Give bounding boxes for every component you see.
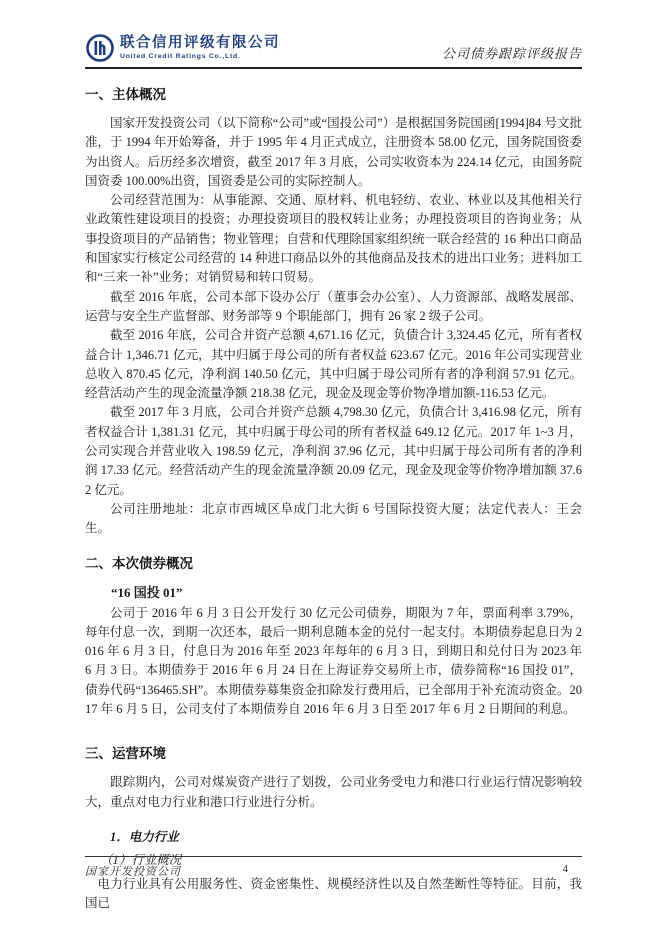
page-number: 4 <box>562 863 568 875</box>
report-type-title: 公司债券跟踪评级报告 <box>441 46 582 61</box>
paragraph-business-scope: 公司经营范围为：从事能源、交通、原材料、机电轻纺、农业、林业以及其他相关行业政策性建设项目的投资；办理投资项目的股权转让业务；办理投资项目的咨询业务；从事投资项目的产品销售；物业管理；自营和代理除国家组织统一联合经营的 16 种出口商品和国家实行核定公司经营的 14 种进口商品以外的其他商品及技术的进出口业务；进料加工和“三来一补”业务；对销贸易和转口贸易。 <box>85 193 582 285</box>
paragraph-financials-2017q1: 截至 2017 年 3 月底，公司合并资产总额 4,798.30 亿元，负债合计 3,416.98 亿元，所有者权益合计 1,381.31 亿元，其中归属于母公司的所有者权益 649.12 亿元。2017 年 1~3 月，公司实现合并营业收入 198.59 亿元，净利润 37.96 亿元，其中归属于母公司所有者的净利润 17.33 亿元。经营活动产生的现金流量净额 20.09 亿元，现金及现金等价物净增加额 37.62 亿元。 <box>85 405 582 497</box>
footer-company-name: 国家开发投资公司 <box>85 866 181 878</box>
ucr-logo-icon <box>85 33 115 63</box>
paragraph-financials-2016: 截至 2016 年底，公司合并资产总额 4,671.16 亿元，负债合计 3,324.45 亿元，所有者权益合计 1,346.71 亿元，其中归属于母公司的所有者权益 623.67 亿元。2016 年公司实现营业总收入 870.45 亿元，净利润 140.50 亿元，其中归属于母公司所有者的净利润 57.91 亿元。经营活动产生的现金流量净额 218.38 亿元，现金及现金等价物净增加额-116.53 亿元。 <box>85 328 582 401</box>
page-footer <box>85 856 582 879</box>
logo-company-name-cn: 联合信用评级有限公司 <box>120 34 280 51</box>
section-heading-1: 一、主体概况 <box>85 87 166 102</box>
paragraph-environment-intro: 跟踪期内，公司对煤炭资产进行了划拨，公司业务受电力和港口行业运行情况影响较大，重点对电力行业和港口行业进行分析。 <box>85 775 582 809</box>
section-heading-2: 二、本次债券概况 <box>85 555 193 571</box>
company-logo <box>85 33 280 63</box>
list-item-power-industry: 1．电力行业 <box>110 829 179 844</box>
paragraph-registered-address: 公司注册地址：北京市西城区阜成门北大街 6 号国际投资大厦；法定代表人：王会生。 <box>85 501 582 536</box>
paragraph-org-structure: 截至 2016 年底，公司本部下设办公厅（董事会办公室）、人力资源部、战略发展部、运营与安全生产监督部、财务部等 9 个职能部门，拥有 26 家 2 级子公司。 <box>85 289 582 323</box>
logo-company-name-en: United Credit Ratings Co.,Ltd. <box>120 53 241 61</box>
paragraph-power-industry-text: 电力行业具有公用服务性、资金密集性、规模经济性以及自然垄断性等特征。目前，我国已 <box>85 876 582 910</box>
bond-name-subheading: “16 国投 01” <box>111 584 183 600</box>
paragraph-bond-details: 公司于 2016 年 6 月 3 日公开发行 30 亿元公司债券，期限为 7 年，票面利率 3.79%，每年付息一次，到期一次还本，最后一期利息随本金的兑付一起支付。本期债券起息日为 2016 年 6 月 3 日，付息日为 2016 年至 2023 年每年的 6 月 3 日，到期日和兑付日为 2023 年 6 月 3 日。本期债券于 2016 年 6 月 24 日在上海证券交易所上市，债券简称“16 国投 01”，债券代码“136465.SH”。本期债券募集资金扣除发行费用后，已全部用于补充流动资金。2017 年 6 月 5 日，公司支付了本期债券自 2016 年 6 月 3 日至 2017 年 6 月 2 日期间的利息。 <box>85 605 582 717</box>
section-heading-3: 三、运营环境 <box>85 746 166 762</box>
list-subitem-industry-overview: （1）行业概况 <box>100 853 182 868</box>
page-header <box>85 33 582 69</box>
paragraph-company-establishment: 国家开发投资公司（以下简称“公司”或“国投公司”）是根据国务院国函[1994]84 号文批准，于 1994 年开始筹备，并于 1995 年 4 月正式成立，注册资本 58.00 亿元，国务院国资委为出资人。后历经多次增资，截至 2017 年 3 月底，公司实收资本为 224.14 亿元，由国务院国资委 100.00%出资，国资委是公司的实际控制人。 <box>85 116 582 188</box>
